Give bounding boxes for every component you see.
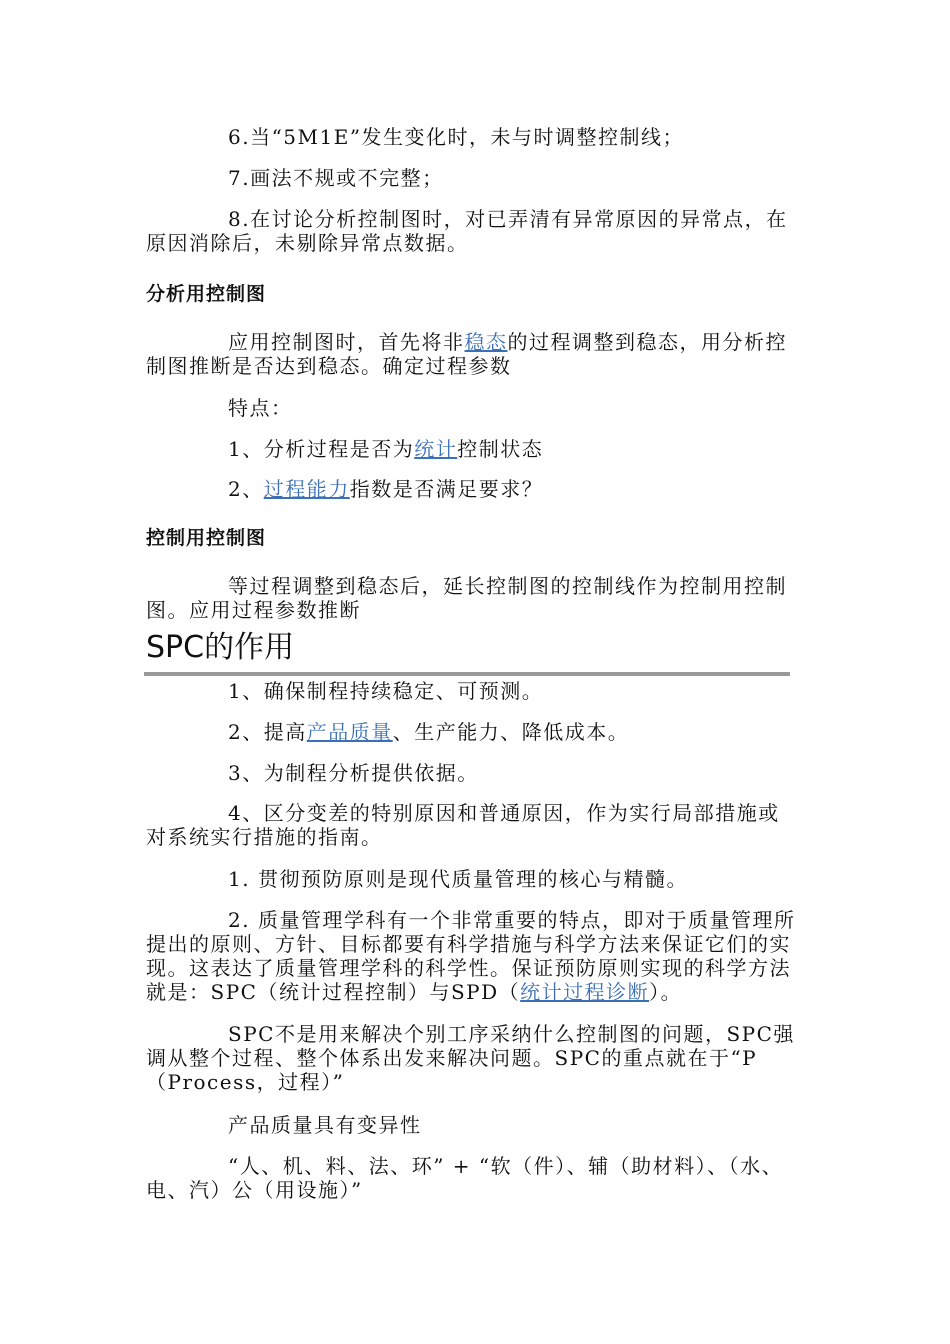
paragraph-variability: 产品质量具有变异性 xyxy=(228,1113,422,1137)
text-segment: ）。 xyxy=(649,980,683,1004)
text-segment: 2、提高 xyxy=(228,720,307,744)
spc-item-3: 3、为制程分析提供依据。 xyxy=(228,761,479,785)
paragraph-spc: SPC不是用来解决个别工序采纳什么控制图的问题，SPC强调从整个过程、整个体系出发来解决问题。SPC的重点就在于“P（Process，过程）” xyxy=(146,1022,795,1094)
link-process-capability[interactable]: 过程能力 xyxy=(263,477,350,501)
paragraph-analysis-intro xyxy=(146,330,796,378)
spc-item-2 xyxy=(146,720,796,744)
list-item-8: 8.在讨论分析控制图时，对已弄清有异常原因的异常点，在原因消除后，未剔除异常点数据。 xyxy=(146,207,788,255)
heading-control-chart: 控制用控制图 xyxy=(146,527,267,549)
list-item-7: 7.画法不规或不完整； xyxy=(228,166,444,190)
feature-item-1 xyxy=(146,437,796,461)
text-segment: 指数是否满足要求？ xyxy=(349,477,544,501)
paragraph-factors: “人、机、料、法、环” + “软（件）、辅（助材料）、（水、电、汽）公（用设施）” xyxy=(146,1154,784,1202)
heading-analysis-chart: 分析用控制图 xyxy=(146,283,267,305)
text-segment: 的过程调整到稳态，用分析控制图推断是否达到稳态。确定过程参数 xyxy=(146,330,787,378)
link-product-quality[interactable]: 产品质量 xyxy=(306,720,393,744)
text-segment: 2、 xyxy=(228,477,264,501)
numbered-item-1: 1. 贯彻预防原则是现代质量管理的核心与精髓。 xyxy=(228,867,688,891)
spc-item-1: 1、确保制程持续稳定、可预测。 xyxy=(228,679,544,703)
text-segment: 、生产能力、降低成本。 xyxy=(392,720,630,744)
text-segment: 1、分析过程是否为 xyxy=(228,437,415,461)
heading-rule xyxy=(144,672,790,676)
heading-spc-role: SPC的作用 xyxy=(146,630,295,665)
link-steady-state[interactable]: 稳态 xyxy=(464,330,508,354)
list-item-6: 6.当“5M1E”发生变化时，未与时调整控制线； xyxy=(228,125,685,149)
text-segment: 应用控制图时，首先将非 xyxy=(228,330,465,354)
text-segment: 控制状态 xyxy=(457,437,544,461)
link-statistical-process-diagnosis[interactable]: 统计过程诊断 xyxy=(520,980,650,1004)
numbered-item-2 xyxy=(146,908,796,1004)
link-statistics[interactable]: 统计 xyxy=(414,437,458,461)
text-segment: 2. 质量管理学科有一个非常重要的特点，即对于质量管理所提出的原则、方针、目标都要有科学措施与科学方法来保证它们的实现。这表达了质量管理学科的科学性。保证预防原则实现的科学方法就是：SPC（统计过程控制）与SPD（ xyxy=(146,908,796,1004)
paragraph-control-chart: 等过程调整到稳态后，延长控制图的控制线作为控制用控制图。应用过程参数推断 xyxy=(146,574,787,622)
spc-item-4: 4、区分变差的特别原因和普通原因，作为实行局部措施或对系统实行措施的指南。 xyxy=(146,801,780,849)
feature-item-2 xyxy=(146,477,796,501)
features-label: 特点： xyxy=(228,396,293,420)
